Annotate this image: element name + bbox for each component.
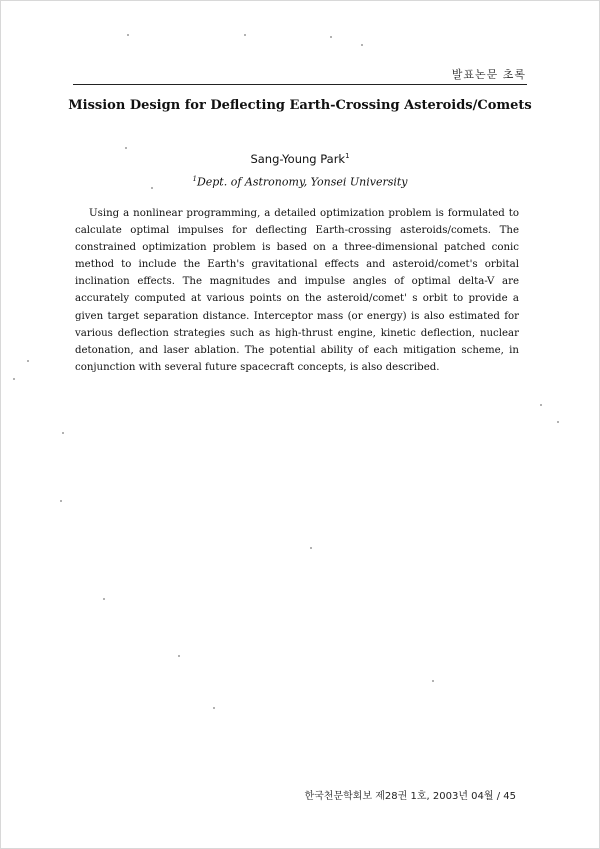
affiliation-mark: 1 — [192, 175, 197, 183]
scan-speck — [310, 547, 312, 549]
scan-speck — [244, 34, 246, 36]
affiliation: Dept. of Astronomy, Yonsei University — [196, 175, 408, 189]
affiliation-line — [0, 175, 600, 189]
scan-speck — [361, 44, 363, 46]
scan-speck — [127, 34, 129, 36]
scan-speck — [125, 147, 127, 149]
scan-speck — [60, 500, 62, 502]
scan-speck — [13, 378, 15, 380]
header-rule — [73, 84, 527, 85]
author-line — [0, 152, 600, 166]
scan-speck — [178, 655, 180, 657]
section-label: 발표논문 초록 — [451, 68, 526, 81]
scan-speck — [151, 187, 153, 189]
scan-speck — [432, 680, 434, 682]
scan-speck — [62, 432, 64, 434]
author-mark: 1 — [345, 152, 350, 161]
footer-citation: 한국천문학회보 제28권 1호, 2003년 04월 / 45 — [304, 791, 516, 802]
scan-speck — [103, 598, 105, 600]
scan-speck — [557, 421, 559, 423]
paper-title: Mission Design for Deflecting Earth-Crossing Asteroids/Comets — [68, 98, 532, 113]
scan-speck — [213, 707, 215, 709]
abstract-text: Using a nonlinear programming, a detailed optimization problem is formulated to calculate optimal impulses for deflecting Earth-crossing asteroids/comets. The constrained optimization problem is based on a three-dimensional patched conic method to include the Earth's gravitational effects and asteroid/comet's orbital inclination effects. The magnitudes and impulse angles of optimal delta-V are accurately computed at various points on the asteroid/comet' s orbit to provide a given target separation distance. Interceptor mass (or energy) is also estimated for various deflection strategies such as high-thrust engine, kinetic deflection, nuclear detonation, and laser ablation. The potential ability of each mitigation scheme, in conjunction with several future spacecraft concepts, is also described. — [75, 208, 519, 373]
scan-speck — [27, 360, 29, 362]
scan-speck — [540, 404, 542, 406]
author-name: Sang-Young Park — [250, 152, 346, 166]
scan-speck — [330, 36, 332, 38]
